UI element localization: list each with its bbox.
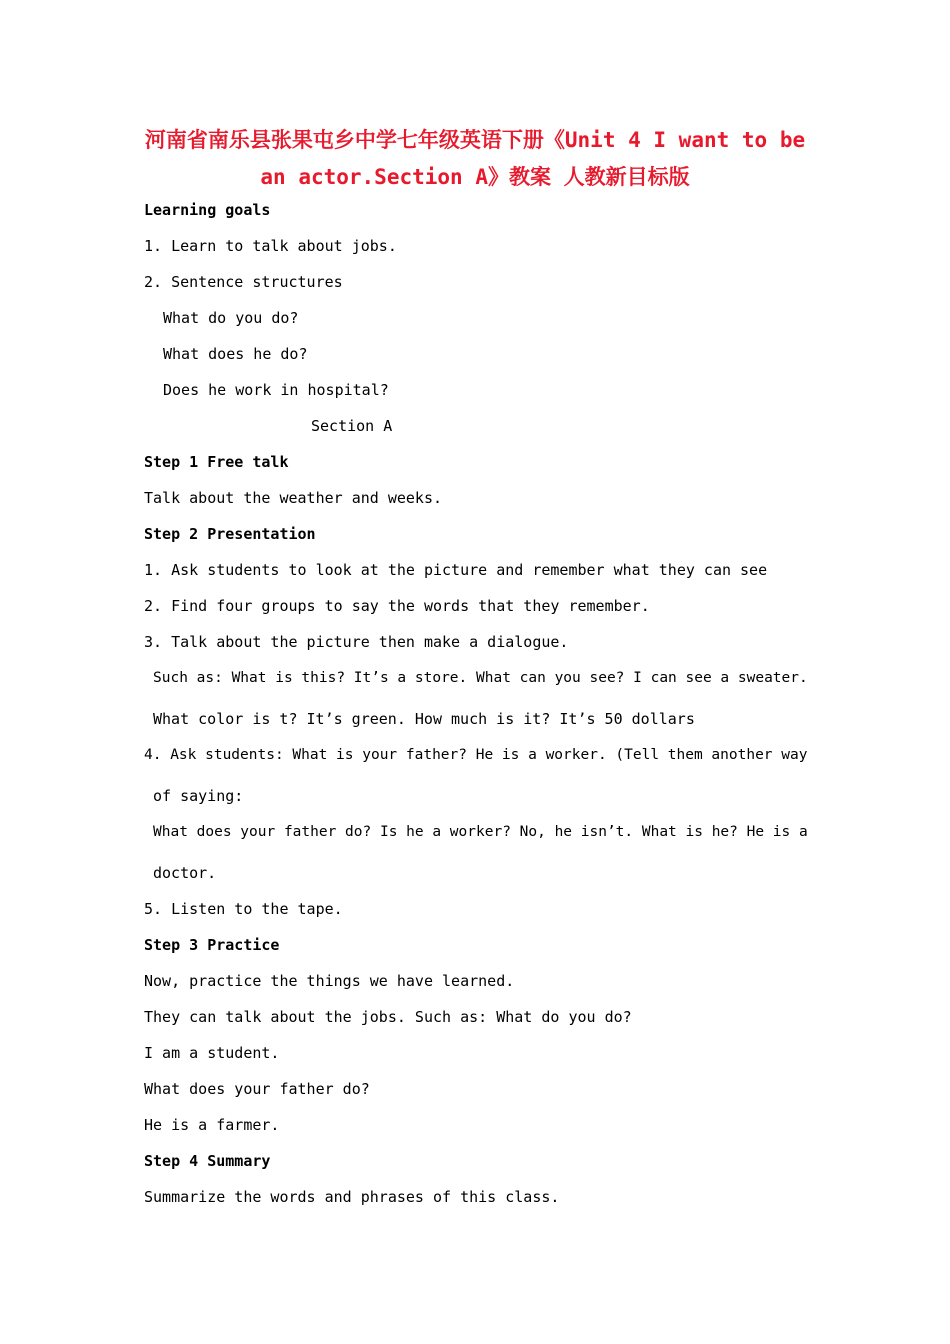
step3-line-4: What does your father do? <box>144 1080 370 1098</box>
sentence-structure-3: Does he work in hospital? <box>163 381 389 399</box>
document-title-line-2: an actor.Section A》教案 人教新目标版 <box>260 165 690 189</box>
step2-item-4-example-a: What does your father do? Is he a worker? No, he isn’t. What is he? He is a <box>153 824 808 840</box>
step2-item-4-example-b: doctor. <box>153 864 217 882</box>
goal-item-2: 2. Sentence structures <box>144 273 343 291</box>
step3-line-3: I am a student. <box>144 1044 280 1062</box>
step1-text: Talk about the weather and weeks. <box>144 489 443 507</box>
step3-line-2: They can talk about the jobs. Such as: What do you do? <box>144 1008 632 1026</box>
document-title-line-1: 河南省南乐县张果屯乡中学七年级英语下册《Unit 4 I want to be <box>144 128 806 152</box>
step2-item-3-example-b: What color is t? It’s green. How much is it? It’s 50 dollars <box>153 710 695 728</box>
learning-goals-heading: Learning goals <box>144 201 271 219</box>
sentence-structure-1: What do you do? <box>163 309 299 327</box>
goal-item-1: 1. Learn to talk about jobs. <box>144 237 397 255</box>
step2-item-2: 2. Find four groups to say the words that they remember. <box>144 597 650 615</box>
sentence-structure-2: What does he do? <box>163 345 308 363</box>
step3-line-1: Now, practice the things we have learned. <box>144 972 515 990</box>
step2-item-4-a: 4. Ask students: What is your father? He is a worker. (Tell them another way <box>144 747 808 763</box>
section-heading: Section A <box>311 417 393 435</box>
step3-line-5: He is a farmer. <box>144 1116 280 1134</box>
step1-heading: Step 1 Free talk <box>144 453 289 471</box>
step2-item-3-example-a: Such as: What is this? It’s a store. What can you see? I can see a sweater. <box>153 670 808 686</box>
step4-heading: Step 4 Summary <box>144 1152 271 1170</box>
step2-item-3: 3. Talk about the picture then make a dialogue. <box>144 633 569 651</box>
step2-item-5: 5. Listen to the tape. <box>144 900 343 918</box>
step2-heading: Step 2 Presentation <box>144 525 316 543</box>
step2-item-1: 1. Ask students to look at the picture and remember what they can see <box>144 561 768 579</box>
step3-heading: Step 3 Practice <box>144 936 280 954</box>
step2-item-4-b: of saying: <box>153 787 244 805</box>
step4-line-1: Summarize the words and phrases of this class. <box>144 1188 560 1206</box>
